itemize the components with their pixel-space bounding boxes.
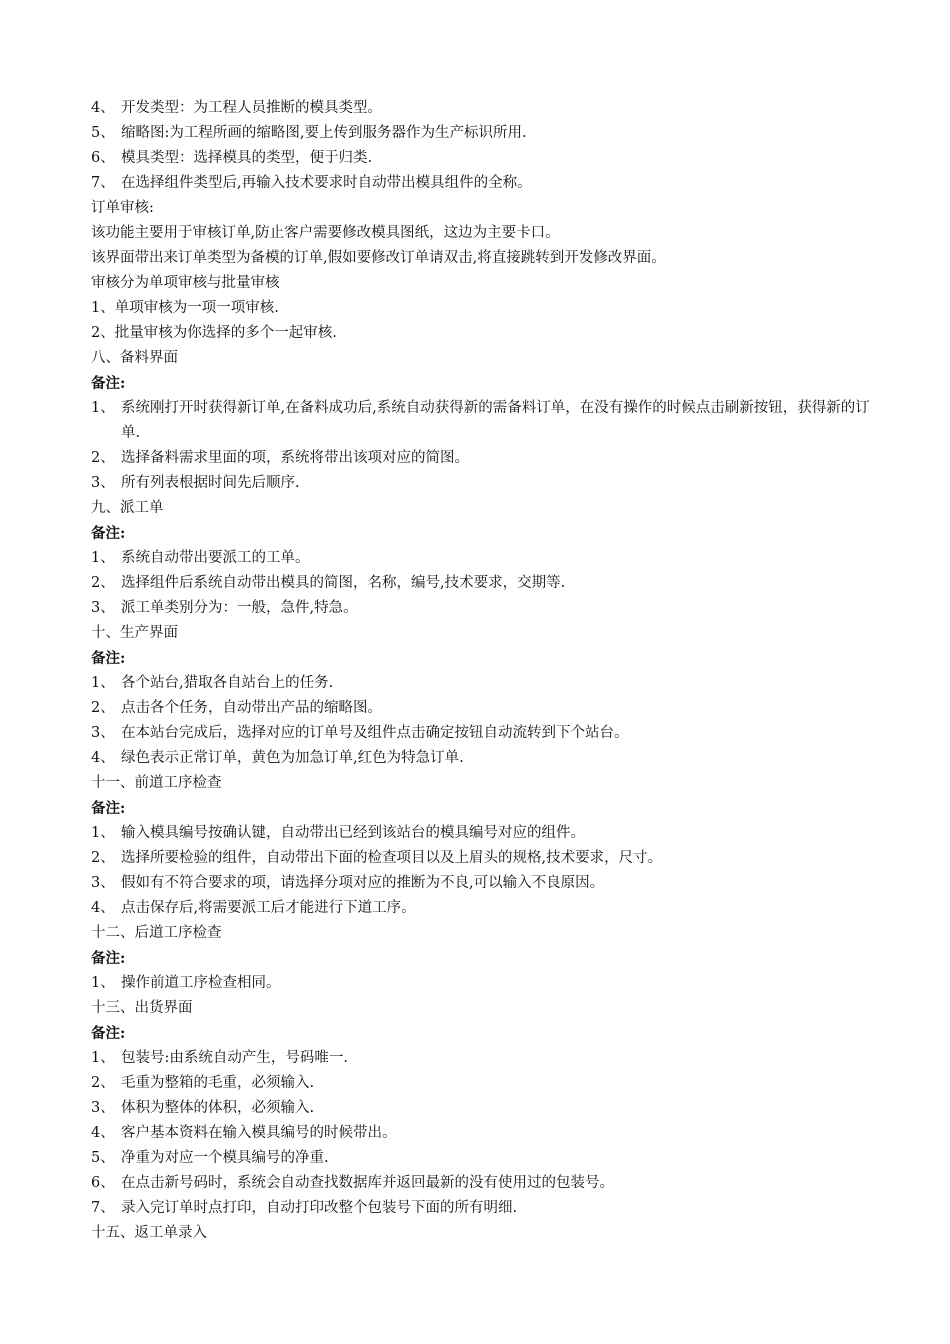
list-item [91,1171,871,1196]
list-item [91,871,871,896]
section-title: 九、派工单 [91,500,164,516]
item-text: 假如有不符合要求的项，请选择分项对应的推断为不良,可以输入不良原因。 [121,875,605,891]
list-item [91,396,871,446]
item-number: 2、 [91,850,115,866]
item-number: 6、 [91,1175,115,1191]
note-label: 备注: [91,800,126,817]
item-text: 在选择组件类型后,再输入技术要求时自动带出模具组件的全称。 [121,175,532,191]
item-number: 3、 [91,875,115,891]
paragraph: 1、单项审核为一项一项审核. [91,300,279,316]
section-title: 十一、前道工序检查 [91,775,222,791]
item-number: 6、 [91,150,115,166]
section-title: 十二、后道工序检查 [91,925,222,941]
list-item [91,446,871,471]
item-number: 5、 [91,1150,115,1166]
item-text: 各个站台,猎取各自站台上的任务. [121,675,334,691]
item-text: 客户基本资料在输入模具编号的时候带出。 [121,1125,397,1141]
item-number: 4、 [91,750,115,766]
list-item [91,671,871,696]
item-text: 选择备料需求里面的项，系统将带出该项对应的简图。 [121,450,469,466]
item-text: 选择组件后系统自动带出模具的简图，名称，编号,技术要求，交期等. [121,575,566,591]
item-number: 3、 [91,600,115,616]
document-body [91,96,871,1246]
section-title: 十五、返工单录入 [91,1225,207,1241]
list-item [91,1046,871,1071]
item-number: 2、 [91,700,115,716]
list-item [91,696,871,721]
item-text: 操作前道工序检查相同。 [121,975,281,991]
item-number: 3、 [91,725,115,741]
item-number: 4、 [91,1125,115,1141]
item-number: 1、 [91,1050,115,1066]
list-item [91,971,871,996]
item-text: 包装号:由系统自动产生，号码唯一. [121,1050,348,1066]
item-text: 选择所要检验的组件，自动带出下面的检查项目以及上眉头的规格,技术要求，尺寸。 [121,850,663,866]
item-number: 5、 [91,125,115,141]
item-number: 4、 [91,100,115,116]
paragraph: 审核分为单项审核与批量审核 [91,275,280,291]
note-label: 备注: [91,950,126,967]
item-text: 派工单类别分为：一般，急件,特急。 [121,600,358,616]
order-review-heading: 订单审核: [91,200,154,216]
item-text: 缩略图:为工程所画的缩略图,要上传到服务器作为生产标识所用. [121,125,527,141]
list-item [91,1196,871,1221]
list-item [91,471,871,496]
paragraph: 该功能主要用于审核订单,防止客户需要修改模具图纸，这边为主要卡口。 [91,225,560,241]
list-item [91,1121,871,1146]
list-item [91,596,871,621]
list-item [91,846,871,871]
note-label: 备注: [91,1025,126,1042]
item-text: 绿色表示正常订单，黄色为加急订单,红色为特急订单. [121,750,464,766]
item-text: 开发类型：为工程人员推断的模具类型。 [121,100,382,116]
item-number: 4、 [91,900,115,916]
item-text: 录入完订单时点打印，自动打印改整个包装号下面的所有明细. [121,1200,518,1216]
item-text: 在本站台完成后，选择对应的订单号及组件点击确定按钮自动流转到下个站台。 [121,725,629,741]
item-number: 7、 [91,1200,115,1216]
item-text: 在点击新号码时，系统会自动查找数据库并返回最新的没有使用过的包装号。 [121,1175,614,1191]
list-item [91,1146,871,1171]
item-text: 净重为对应一个模具编号的净重. [121,1150,329,1166]
item-text: 模具类型：选择模具的类型，便于归类. [121,150,373,166]
note-label: 备注: [91,650,126,667]
item-number: 7、 [91,175,115,191]
list-item [91,146,871,171]
list-item [91,821,871,846]
item-number: 2、 [91,1075,115,1091]
section-title: 十三、出货界面 [91,1000,193,1016]
list-item [91,96,871,121]
list-item [91,121,871,146]
list-item [91,896,871,921]
list-item [91,1096,871,1121]
list-item [91,721,871,746]
item-number: 2、 [91,575,115,591]
list-item [91,571,871,596]
item-number: 3、 [91,1100,115,1116]
item-text: 点击各个任务，自动带出产品的缩略图。 [121,700,382,716]
list-item [91,1071,871,1096]
list-item [91,746,871,771]
item-text: 点击保存后,将需要派工后才能进行下道工序。 [121,900,416,916]
item-number: 1、 [91,975,115,991]
item-text: 体积为整体的体积，必须输入. [121,1100,315,1116]
list-item [91,546,871,571]
paragraph: 该界面带出来订单类型为备模的订单,假如要修改订单请双击,将直接跳转到开发修改界面。 [91,250,666,266]
item-text: 系统自动带出要派工的工单。 [121,550,310,566]
item-text: 所有列表根据时间先后顺序. [121,475,300,491]
item-number: 2、 [91,450,115,466]
item-number: 3、 [91,475,115,491]
item-number: 1、 [91,400,115,416]
item-number: 1、 [91,675,115,691]
item-number: 1、 [91,550,115,566]
section-title: 十、生产界面 [91,625,178,641]
note-label: 备注: [91,525,126,542]
item-number: 1、 [91,825,115,841]
note-label: 备注: [91,375,126,392]
paragraph: 2、批量审核为你选择的多个一起审核. [91,325,337,341]
item-text: 输入模具编号按确认键，自动带出已经到该站台的模具编号对应的组件。 [121,825,585,841]
section-title: 八、备料界面 [91,350,178,366]
item-text: 系统刚打开时获得新订单,在备料成功后,系统自动获得新的需备料订单，在没有操作的时候点击刷新按钮，获得新的订单. [121,400,870,441]
list-item [91,171,871,196]
item-text: 毛重为整箱的毛重，必须输入. [121,1075,315,1091]
